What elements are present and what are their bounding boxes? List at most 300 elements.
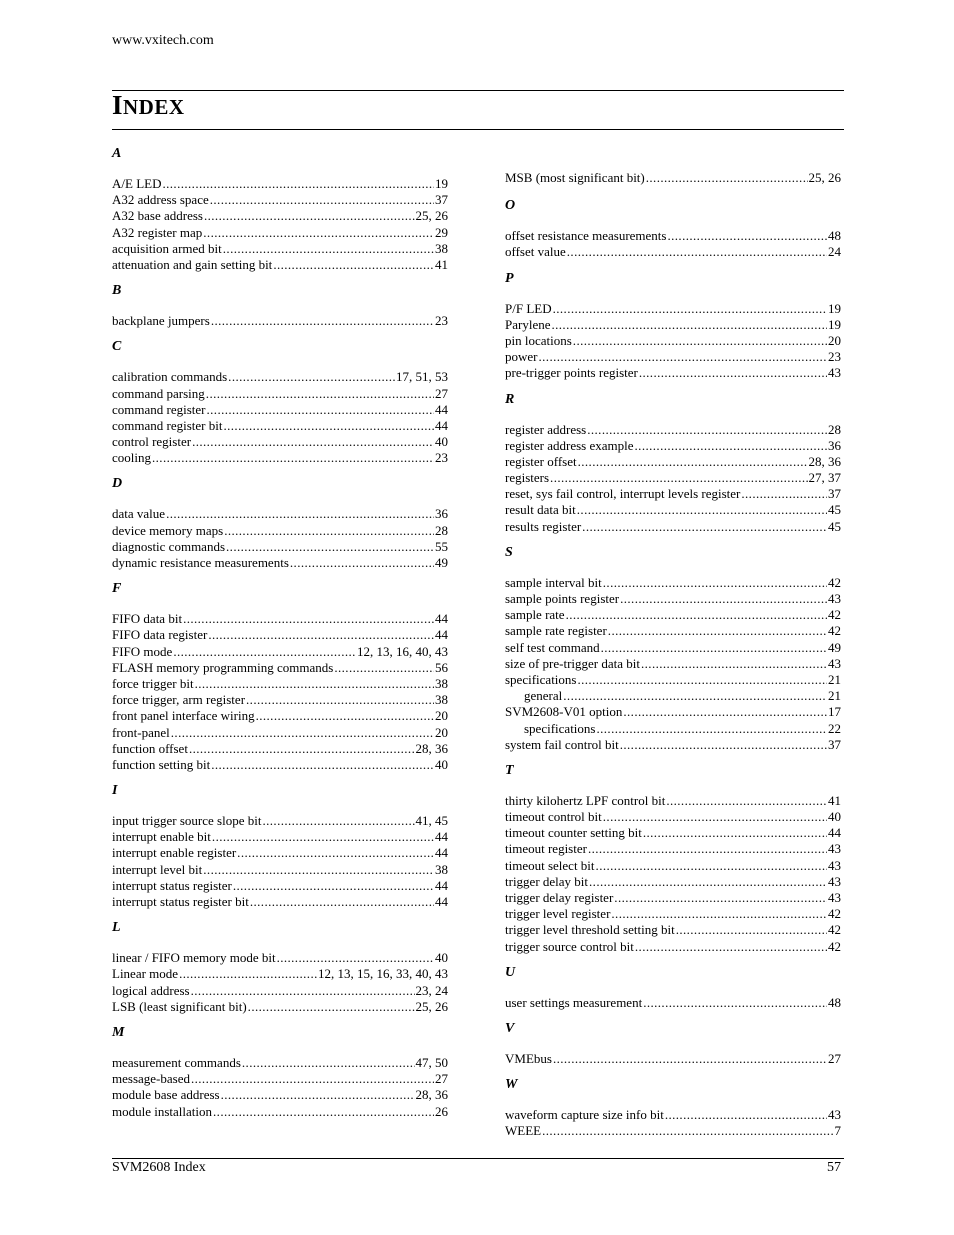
dot-leader: [189, 741, 415, 757]
index-page-refs[interactable]: 20: [828, 332, 841, 348]
index-term: thirty kilohertz LPF control bit: [505, 792, 666, 808]
index-entry[interactable]: [112, 845, 448, 861]
index-term: pre-trigger points register: [505, 365, 638, 381]
index-page-refs[interactable]: 43: [828, 873, 841, 889]
section-letter: W: [505, 1077, 518, 1093]
index-section: [112, 920, 448, 1019]
index-page-refs[interactable]: 43: [828, 1107, 841, 1123]
index-term: interrupt enable bit: [112, 829, 211, 845]
index-page-refs[interactable]: 17, 51, 53: [396, 369, 448, 385]
index-page-refs[interactable]: 45: [828, 518, 841, 534]
index-page-refs[interactable]: 37: [435, 192, 448, 208]
index-page-refs[interactable]: 38: [435, 240, 448, 256]
index-entry[interactable]: [505, 890, 841, 906]
dot-leader: [614, 890, 827, 906]
dot-leader: [643, 825, 827, 841]
index-page-refs[interactable]: 40: [435, 434, 448, 450]
site-url[interactable]: www.vxitech.com: [112, 33, 214, 48]
index-entry[interactable]: [112, 966, 448, 982]
dot-leader: [212, 829, 434, 845]
index-entry[interactable]: [505, 1107, 841, 1123]
index-entry[interactable]: [112, 878, 448, 894]
index-term: VMEbus: [505, 1050, 552, 1066]
dot-leader: [166, 506, 434, 522]
index-term: reset, sys fail control, interrupt levels register: [505, 486, 741, 502]
dot-leader: [207, 402, 435, 418]
index-page-refs[interactable]: 19: [435, 176, 448, 191]
index-section: [505, 545, 841, 757]
index-page-refs[interactable]: 49: [435, 555, 448, 570]
index-entry[interactable]: [505, 623, 841, 639]
index-section: [112, 783, 448, 914]
index-entry[interactable]: [505, 365, 841, 381]
dot-leader: [162, 176, 434, 192]
index-entry[interactable]: [112, 708, 448, 724]
dot-leader: [213, 1104, 434, 1120]
index-page-refs[interactable]: 44: [435, 894, 448, 909]
index-section: [112, 146, 448, 277]
index-term: function offset: [112, 740, 188, 756]
index-term: dynamic resistance measurements: [112, 555, 289, 570]
index-entry[interactable]: [505, 995, 841, 1011]
index-term: module base address: [112, 1087, 220, 1103]
index-term: interrupt status register bit: [112, 894, 249, 909]
index-entry[interactable]: [112, 999, 448, 1015]
index-term: FLASH memory programming commands: [112, 659, 334, 675]
index-entry[interactable]: [112, 757, 448, 773]
index-term: power: [505, 349, 538, 365]
dot-leader: [676, 922, 827, 938]
index-entry[interactable]: [112, 862, 448, 878]
index-term: timeout control bit: [505, 809, 602, 825]
index-page-refs[interactable]: 44: [435, 627, 448, 643]
index-column-left: [112, 140, 448, 1124]
index-term: pin locations: [505, 332, 572, 348]
index-page-refs[interactable]: 43: [828, 890, 841, 905]
index-page-refs[interactable]: 42: [828, 574, 841, 590]
index-page-refs[interactable]: 44: [435, 417, 448, 433]
index-term: attenuation and gain setting bit: [112, 256, 273, 272]
index-page-refs[interactable]: 28, 36: [415, 740, 448, 756]
index-page-refs[interactable]: 40: [828, 809, 841, 825]
index-entry[interactable]: [112, 950, 448, 966]
index-entry[interactable]: [505, 825, 841, 841]
index-page-refs[interactable]: 38: [435, 861, 448, 877]
index-page-refs[interactable]: 42: [828, 906, 841, 922]
index-term: SVM2608-V01 option: [505, 704, 623, 720]
index-entry[interactable]: [112, 539, 448, 555]
index-page-refs[interactable]: 43: [828, 857, 841, 873]
index-page-refs[interactable]: 43: [828, 591, 841, 606]
index-term: specifications: [524, 720, 596, 736]
index-entry[interactable]: [112, 660, 448, 676]
index-page-refs[interactable]: 42: [828, 922, 841, 938]
index-page-refs[interactable]: 40: [435, 756, 448, 772]
index-page-refs[interactable]: 12, 13, 15, 16, 33, 40, 43: [318, 966, 448, 982]
index-entry[interactable]: [505, 591, 841, 607]
index-page-refs[interactable]: 28: [435, 522, 448, 538]
index-term: device memory maps: [112, 522, 224, 538]
index-entry[interactable]: [505, 454, 841, 470]
index-page-refs[interactable]: 20: [435, 708, 448, 724]
index-term: size of pre-trigger data bit: [505, 655, 640, 671]
index-entry[interactable]: [505, 939, 841, 955]
index-term: cooling: [112, 450, 151, 466]
dot-leader: [665, 1107, 827, 1123]
index-entry[interactable]: [112, 725, 448, 741]
index-entry[interactable]: [505, 858, 841, 874]
index-page-refs[interactable]: 23: [828, 349, 841, 365]
dot-leader: [210, 192, 434, 208]
index-entry[interactable]: [505, 575, 841, 591]
index-term: LSB (least significant bit): [112, 998, 247, 1014]
index-column-right: [505, 140, 841, 1144]
dot-leader: [277, 950, 434, 966]
index-entry[interactable]: [505, 333, 841, 349]
dot-leader: [635, 438, 827, 454]
section-letter: S: [505, 544, 513, 560]
index-section: [505, 965, 841, 1015]
dot-leader: [646, 170, 808, 186]
index-page-refs[interactable]: 41: [828, 792, 841, 808]
index-entry[interactable]: [505, 809, 841, 825]
index-entry[interactable]: [505, 244, 841, 260]
index-term: front panel interface wiring: [112, 708, 255, 724]
section-letter: V: [505, 1020, 515, 1036]
dot-leader: [233, 878, 434, 894]
index-page-refs[interactable]: 25, 26: [808, 170, 841, 185]
index-page-refs[interactable]: 42: [828, 938, 841, 954]
index-entry[interactable]: [112, 813, 448, 829]
dot-leader: [290, 555, 434, 571]
index-entry[interactable]: [112, 1087, 448, 1103]
dot-leader: [237, 845, 434, 861]
dot-leader: [256, 708, 434, 724]
index-page-refs[interactable]: 23: [435, 450, 448, 466]
index-page-refs[interactable]: 44: [435, 845, 448, 861]
index-page-refs[interactable]: 56: [435, 659, 448, 675]
index-page-refs[interactable]: 45: [828, 502, 841, 518]
index-page-refs[interactable]: 22: [828, 720, 841, 736]
index-page-refs[interactable]: 41: [435, 256, 448, 272]
index-term: sample points register: [505, 591, 620, 606]
index-term: sample rate: [505, 607, 565, 623]
index-page-refs[interactable]: 44: [435, 877, 448, 893]
index-entry[interactable]: [505, 1123, 841, 1139]
index-entry[interactable]: [112, 894, 448, 910]
index-page-refs[interactable]: 44: [435, 829, 448, 845]
index-term: module installation: [112, 1103, 213, 1119]
index-section: [505, 1021, 841, 1071]
index-entry[interactable]: [112, 611, 448, 627]
index-page-refs[interactable]: 36: [435, 506, 448, 522]
index-section: [505, 763, 841, 959]
dot-leader: [334, 660, 434, 676]
section-letter: A: [112, 146, 122, 161]
dot-leader: [566, 607, 827, 623]
index-page-refs[interactable]: 21: [828, 671, 841, 687]
index-term: data value: [112, 506, 166, 522]
index-page-refs[interactable]: 40: [435, 950, 448, 966]
top-rule: [112, 90, 844, 91]
index-section: [112, 283, 448, 333]
index-page-refs[interactable]: 48: [828, 228, 841, 244]
section-letter: B: [112, 283, 122, 299]
dot-leader: [195, 676, 434, 692]
index-entry[interactable]: [505, 721, 841, 737]
dot-leader: [577, 502, 827, 518]
index-entry[interactable]: [112, 627, 448, 643]
dot-leader: [551, 317, 827, 333]
index-entry[interactable]: [505, 922, 841, 938]
index-entry[interactable]: [505, 688, 841, 704]
index-entry[interactable]: [505, 422, 841, 438]
index-entry[interactable]: [112, 829, 448, 845]
index-page-refs[interactable]: 36: [828, 437, 841, 453]
index-entry[interactable]: [505, 640, 841, 656]
dot-leader: [577, 672, 827, 688]
dot-leader: [601, 640, 827, 656]
index-entry[interactable]: [112, 1104, 448, 1120]
index-term: input trigger source slope bit: [112, 813, 262, 829]
index-page-refs[interactable]: 27: [828, 1050, 841, 1066]
index-term: WEEE: [505, 1123, 542, 1139]
footer-rule: [112, 1158, 844, 1159]
index-entry[interactable]: [505, 519, 841, 535]
title-rule: [112, 129, 844, 130]
index-term: A32 base address: [112, 208, 203, 224]
index-page-refs[interactable]: 28, 36: [415, 1087, 448, 1103]
index-entry[interactable]: [112, 741, 448, 757]
index-page-refs[interactable]: 7: [834, 1123, 841, 1139]
dot-leader: [582, 519, 827, 535]
index-page-refs[interactable]: 44: [435, 401, 448, 417]
index-entry[interactable]: [505, 317, 841, 333]
index-term: backplane jumpers: [112, 313, 210, 329]
index-entry[interactable]: [112, 418, 448, 434]
index-page-refs[interactable]: 37: [828, 736, 841, 752]
dot-leader: [203, 862, 434, 878]
index-entry[interactable]: [505, 349, 841, 365]
index-term: message-based: [112, 1071, 190, 1087]
index-entry[interactable]: [112, 450, 448, 466]
index-page-refs[interactable]: 17: [828, 704, 841, 720]
index-term: timeout select bit: [505, 857, 595, 873]
index-entry[interactable]: [112, 1055, 448, 1071]
index-term: offset value: [505, 244, 566, 260]
index-entry[interactable]: [505, 906, 841, 922]
index-entry[interactable]: [112, 208, 448, 224]
index-entry[interactable]: [112, 644, 448, 660]
index-entry[interactable]: [112, 434, 448, 450]
index-term: force trigger bit: [112, 675, 194, 691]
index-entry[interactable]: [112, 692, 448, 708]
index-page-refs[interactable]: 24: [828, 244, 841, 260]
index-page-refs[interactable]: 38: [435, 675, 448, 691]
index-entry[interactable]: [505, 502, 841, 518]
index-entry[interactable]: [505, 486, 841, 502]
index-page-refs[interactable]: 43: [828, 841, 841, 857]
index-entry[interactable]: [112, 386, 448, 402]
index-entry[interactable]: [505, 607, 841, 623]
index-page-refs[interactable]: 55: [435, 538, 448, 554]
index-term: FIFO mode: [112, 643, 173, 659]
dot-leader: [204, 208, 415, 224]
section-letter: O: [505, 198, 516, 214]
index-term: sample rate register: [505, 623, 607, 639]
index-term: command parsing: [112, 385, 205, 401]
dot-leader: [171, 725, 434, 741]
index-section: [112, 1025, 448, 1124]
dot-leader: [250, 894, 434, 910]
section-letter: L: [112, 920, 121, 936]
index-entry[interactable]: [505, 438, 841, 454]
index-term: force trigger, arm register: [112, 692, 246, 708]
index-term: FIFO data bit: [112, 611, 183, 627]
section-letter: F: [112, 581, 122, 597]
index-page-refs[interactable]: 42: [828, 623, 841, 639]
dot-leader: [221, 1087, 415, 1103]
dot-leader: [588, 841, 827, 857]
index-entry[interactable]: [112, 676, 448, 692]
index-term: control register: [112, 434, 192, 450]
index-page-refs[interactable]: 37: [828, 486, 841, 502]
index-entry[interactable]: [112, 241, 448, 257]
index-term: register address example: [505, 437, 634, 453]
index-entry[interactable]: [505, 704, 841, 720]
index-entry[interactable]: [112, 1071, 448, 1087]
index-term: calibration commands: [112, 369, 228, 385]
dot-leader: [553, 1051, 827, 1067]
dot-leader: [550, 470, 807, 486]
index-page-refs[interactable]: 28: [828, 421, 841, 437]
index-entry[interactable]: [112, 506, 448, 522]
index-page-refs[interactable]: 25, 26: [415, 998, 448, 1014]
index-entry[interactable]: [505, 793, 841, 809]
index-page-refs[interactable]: 23: [435, 313, 448, 329]
index-entry[interactable]: [112, 555, 448, 571]
index-entry[interactable]: [505, 672, 841, 688]
index-entry[interactable]: [505, 656, 841, 672]
dot-leader: [242, 1055, 415, 1071]
index-term: interrupt enable register: [112, 845, 237, 861]
index-page-refs[interactable]: 43: [828, 655, 841, 671]
footer-page-number: 57: [827, 1160, 841, 1175]
index-entry[interactable]: [112, 523, 448, 539]
index-section: [505, 392, 841, 539]
index-entry[interactable]: [505, 228, 841, 244]
index-entry[interactable]: [112, 983, 448, 999]
index-entry[interactable]: [112, 369, 448, 385]
dot-leader: [589, 874, 827, 890]
index-page-refs[interactable]: 44: [435, 611, 448, 627]
dot-leader: [211, 313, 434, 329]
index-section: [112, 476, 448, 575]
index-entry[interactable]: [505, 874, 841, 890]
index-term: MSB (most significant bit): [505, 170, 645, 185]
index-page-refs[interactable]: 12, 13, 16, 40, 43: [357, 643, 448, 659]
index-page-refs[interactable]: 42: [828, 607, 841, 623]
dot-leader: [620, 737, 827, 753]
dot-leader: [639, 365, 827, 381]
index-page-refs[interactable]: 19: [828, 316, 841, 332]
index-page-refs[interactable]: 27, 37: [808, 470, 841, 486]
index-term: logical address: [112, 982, 190, 998]
index-term: registers: [505, 470, 550, 486]
index-page-refs[interactable]: 25, 26: [415, 208, 448, 224]
index-term: trigger level threshold setting bit: [505, 922, 675, 938]
dot-leader: [573, 333, 827, 349]
section-letter: U: [505, 964, 516, 980]
index-page-refs[interactable]: 23, 24: [415, 982, 448, 998]
dot-leader: [173, 644, 356, 660]
index-page-refs[interactable]: 49: [828, 639, 841, 655]
index-term: waveform capture size info bit: [505, 1107, 664, 1123]
dot-leader: [262, 813, 414, 829]
dot-leader: [539, 349, 828, 365]
dot-leader: [228, 369, 395, 385]
index-term: trigger source control bit: [505, 938, 634, 954]
dot-leader: [192, 434, 434, 450]
index-page-refs[interactable]: 47, 50: [415, 1054, 448, 1070]
index-term: trigger level register: [505, 906, 611, 922]
index-term: results register: [505, 518, 582, 534]
index-entry[interactable]: [505, 1051, 841, 1067]
dot-leader: [191, 1071, 434, 1087]
index-entry[interactable]: [112, 176, 448, 192]
index-entry[interactable]: [112, 225, 448, 241]
index-page-refs[interactable]: 38: [435, 692, 448, 708]
index-entry[interactable]: [505, 170, 841, 186]
index-page-refs[interactable]: 48: [828, 994, 841, 1010]
index-page-refs[interactable]: 21: [828, 688, 841, 704]
index-term: timeout counter setting bit: [505, 825, 642, 841]
index-page-refs[interactable]: 29: [435, 224, 448, 240]
index-page-refs[interactable]: 19: [828, 300, 841, 316]
index-page-refs[interactable]: 41, 45: [415, 813, 448, 829]
index-term: self test command: [505, 639, 600, 655]
index-entry[interactable]: [112, 402, 448, 418]
index-entry[interactable]: [505, 737, 841, 753]
index-entry[interactable]: [505, 301, 841, 317]
index-page-refs[interactable]: 27: [435, 1071, 448, 1087]
index-entry[interactable]: [112, 313, 448, 329]
index-term: FIFO data register: [112, 627, 208, 643]
index-page-refs[interactable]: 26: [435, 1103, 448, 1119]
section-letter: I: [112, 783, 118, 799]
index-term: A/E LED: [112, 176, 162, 191]
dot-leader: [246, 692, 434, 708]
index-term: Linear mode: [112, 966, 179, 982]
index-entry[interactable]: [505, 841, 841, 857]
index-page-refs[interactable]: 20: [435, 724, 448, 740]
index-term: command register: [112, 401, 206, 417]
index-page-refs[interactable]: 43: [828, 365, 841, 381]
dot-leader: [587, 422, 827, 438]
index-page-refs[interactable]: 44: [828, 825, 841, 841]
dot-leader: [223, 418, 434, 434]
index-entry[interactable]: [505, 470, 841, 486]
dot-leader: [620, 591, 827, 607]
index-term: Parylene: [505, 316, 551, 332]
index-term: acquisition armed bit: [112, 240, 222, 256]
index-section: [112, 581, 448, 777]
index-entry[interactable]: [112, 192, 448, 208]
index-entry[interactable]: [112, 257, 448, 273]
index-page-refs[interactable]: 27: [435, 385, 448, 401]
index-term: command register bit: [112, 417, 223, 433]
index-page-refs[interactable]: 28, 36: [808, 453, 841, 469]
